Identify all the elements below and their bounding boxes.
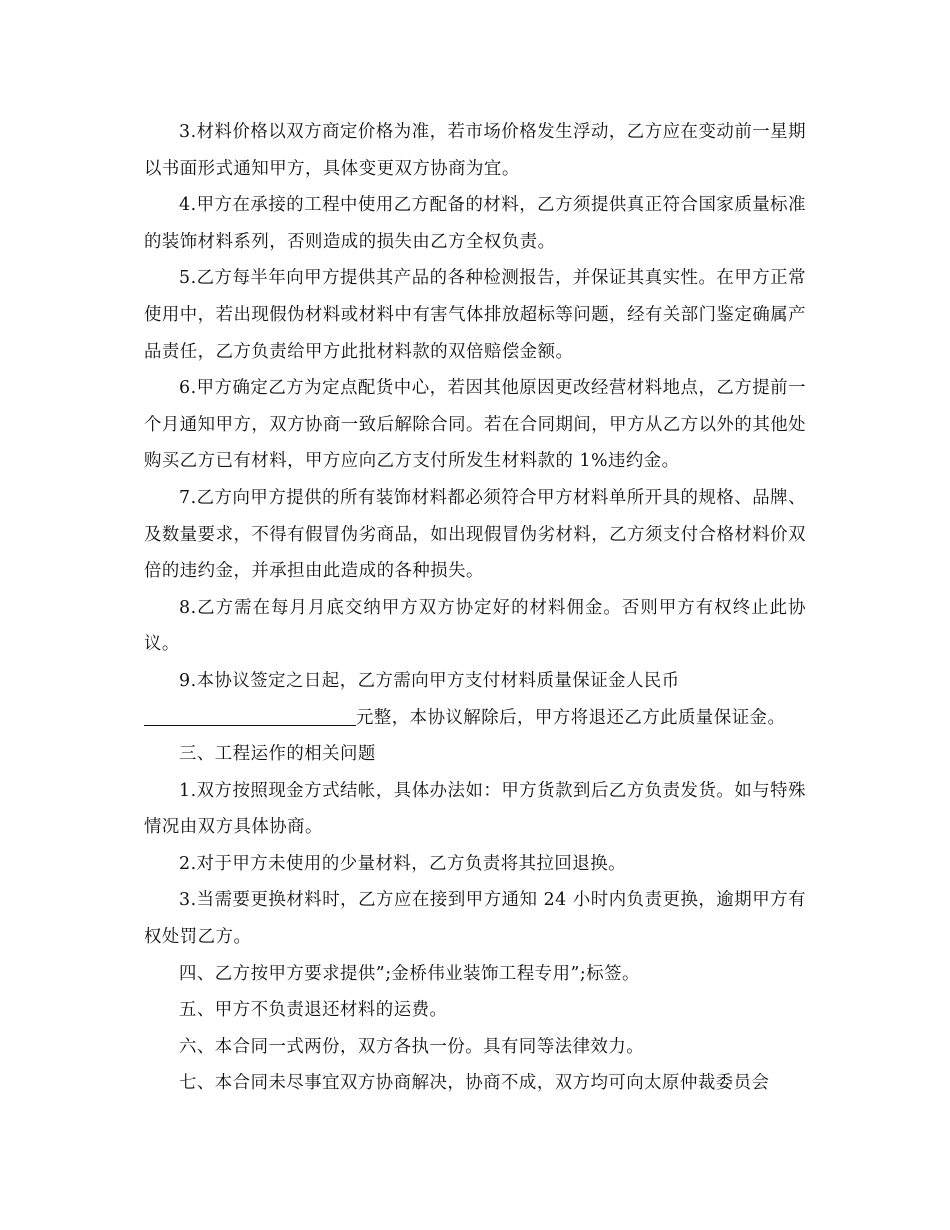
section-3-item-2: 2.对于甲方未使用的少量材料，乙方负责将其拉回退换。 (179, 853, 626, 874)
section-7: 七、本合同未尽事宜双方协商解决，协商不成，双方均可向太原仲裁委员会 (179, 1073, 770, 1094)
clause-9-line-2 (144, 700, 806, 737)
clause-9-text: 元整，本协议解除后，甲方将退还乙方此质量保证金。 (356, 707, 786, 728)
clause-6: 6.甲方确定乙方为定点配货中心，若因其他原因更改经营材料地点，乙方提前一个月通知甲方，双方协商一致后解除合同。若在合同期间，甲方从乙方以外的其他处购买乙方已有材料，甲方应向乙方支付所发生材料款的 1%违约金。 (144, 378, 806, 472)
section-3-item-1: 1.双方按照现金方式结帐，具体办法如：甲方货款到后乙方负责发货。如与特殊情况由双方具体协商。 (144, 780, 806, 838)
clause-9-line-1: 9.本协议签定之日起，乙方需向甲方支付材料质量保证金人民币 (179, 670, 680, 691)
section-6: 六、本合同一式两份，双方各执一份。具有同等法律效力。 (179, 1036, 645, 1057)
section-4: 四、乙方按甲方要求提供”;金桥伟业装饰工程专用”;标签。 (179, 963, 640, 984)
clause-3: 3.材料价格以双方商定价格为准，若市场价格发生浮动，乙方应在变动前一星期以书面形式通知甲方，具体变更双方协商为宜。 (144, 122, 806, 179)
clause-4: 4.甲方在承接的工程中使用乙方配备的材料，乙方须提供真正符合国家质量标准的装饰材料系列，否则造成的损失由乙方全权负责。 (144, 195, 806, 252)
clause-8: 8.乙方需在每月月底交纳甲方双方协定好的材料佣金。否则甲方有权终止此协议。 (144, 597, 806, 655)
section-5: 五、甲方不负责退还材料的运费。 (179, 1000, 448, 1021)
section-3-heading: 三、工程运作的相关问题 (179, 744, 376, 765)
contract-body (144, 114, 806, 1102)
clause-5: 5.乙方每半年向甲方提供其产品的各种检测报告，并保证其真实性。在甲方正常使用中，若出现假伪材料或材料中有害气体排放超标等问题，经有关部门鉴定确属产品责任，乙方负责给甲方此批材料款的双倍赔偿金额。 (144, 268, 806, 362)
section-3-item-3: 3.当需要更换材料时，乙方应在接到甲方通知 24 小时内负责更换，逾期甲方有权处罚乙方。 (144, 890, 806, 948)
clause-9 (144, 663, 806, 736)
amount-blank (144, 705, 356, 726)
clause-7: 7.乙方向甲方提供的所有装饰材料都必须符合甲方材料单所开具的规格、品牌、及数量要求，不得有假冒伪劣商品，如出现假冒伪劣材料，乙方须支付合格材料价双倍的违约金，并承担由此造成的各种损失。 (144, 487, 806, 582)
